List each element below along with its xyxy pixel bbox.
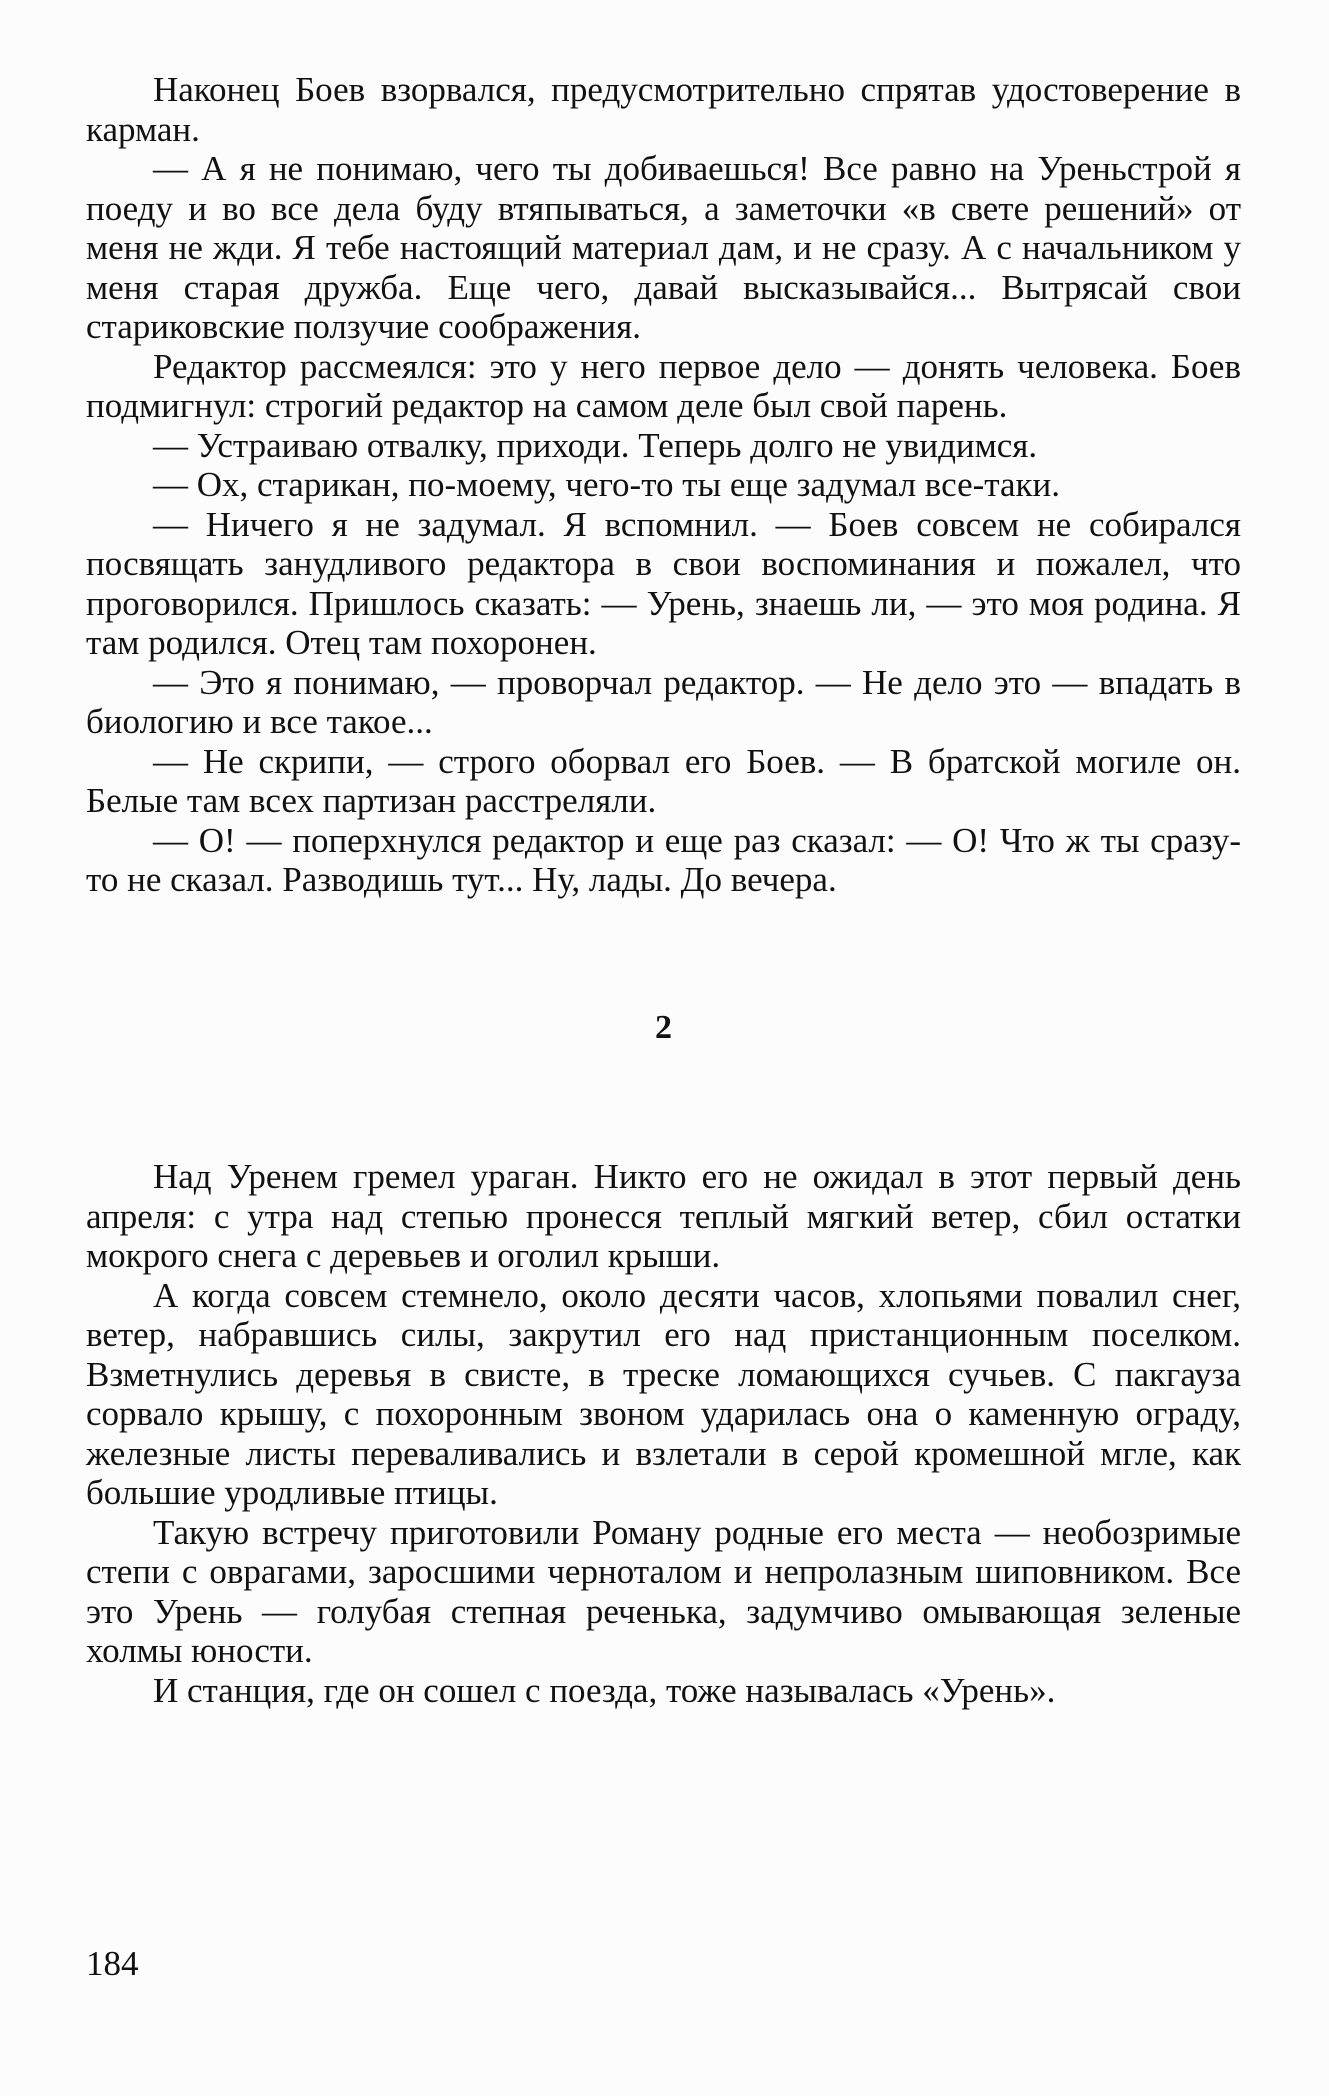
page-number: 184: [86, 1944, 139, 1983]
section-1: [86, 70, 1241, 900]
paragraph: Такую встречу приготовили Роману родные его места — необозримые степи с оврагами, заросшими черноталом и непролазным шиповником. Все это Урень — голубая степная реченька, задумчиво омывающая зеленые холмы юности.: [86, 1512, 1241, 1670]
paragraph: — Это я понимаю, — проворчал редактор. — Не дело это — впадать в биологию и все такое...: [86, 662, 1241, 741]
paragraph: Наконец Боев взорвался, предусмотрительно спрятав удостоверение в карман.: [86, 70, 1241, 149]
paragraph: А когда совсем стемнело, около десяти часов, хлопьями повалил снег, ветер, набравшись силы, закрутил его над пристанционным поселком. Взметнулись деревья в свисте, в треске ломающихся сучьев. С пакгауза сорвало крышу, с похоронным звоном ударилась она о каменную ограду, железные листы переваливались и взлетали в серой кромешной мгле, как большие уродливые птицы.: [86, 1275, 1241, 1512]
paragraph: И станция, где он сошел с поезда, тоже называлась «Урень».: [153, 1670, 1056, 1710]
section-2: [86, 1157, 1241, 1710]
paragraph: — О! — поперхнулся редактор и еще раз сказал: — О! Что ж ты сразу-то не сказал. Разводишь тут... Ну, лады. До вечера.: [86, 820, 1241, 899]
paragraph: — Не скрипи, — строго оборвал его Боев. — В братской могиле он. Белые там всех партизан расстреляли.: [86, 741, 1241, 820]
paragraph: — Ничего я не задумал. Я вспомнил. — Боев совсем не собирался посвящать занудливого редактора в свои воспоминания и пожалел, что проговорился. Пришлось сказать: — Урень, знаешь ли, — это моя родина. Я там родился. Отец там похоронен.: [86, 504, 1241, 662]
paragraph: Редактор рассмеялся: это у него первое дело — донять человека. Боев подмигнул: строгий редактор на самом деле был свой парень.: [86, 346, 1241, 425]
book-page: [86, 70, 1241, 1710]
paragraph: — А я не понимаю, чего ты добиваешься! Все равно на Уреньстрой я поеду и во все дела буду втяпываться, а заметочки «в свете решений» от меня не жди. Я тебе настоящий материал дам, и не сразу. А с начальником у меня старая дружба. Еще чего, давай высказывайся... Вытрясай свои стариковские ползучие соображения.: [86, 149, 1241, 346]
paragraph: — Ох, старикан, по-моему, чего-то ты еще задумал все-таки.: [153, 465, 1061, 504]
chapter-number: 2: [655, 1008, 672, 1046]
paragraph: — Устраиваю отвалку, приходи. Теперь долго не увидимся.: [153, 425, 1038, 465]
paragraph: Над Уренем гремел ураган. Никто его не ожидал в этот первый день апреля: с утра над степью пронесся теплый мягкий ветер, сбил остатки мокрого снега с деревьев и оголил крыши.: [86, 1157, 1241, 1275]
